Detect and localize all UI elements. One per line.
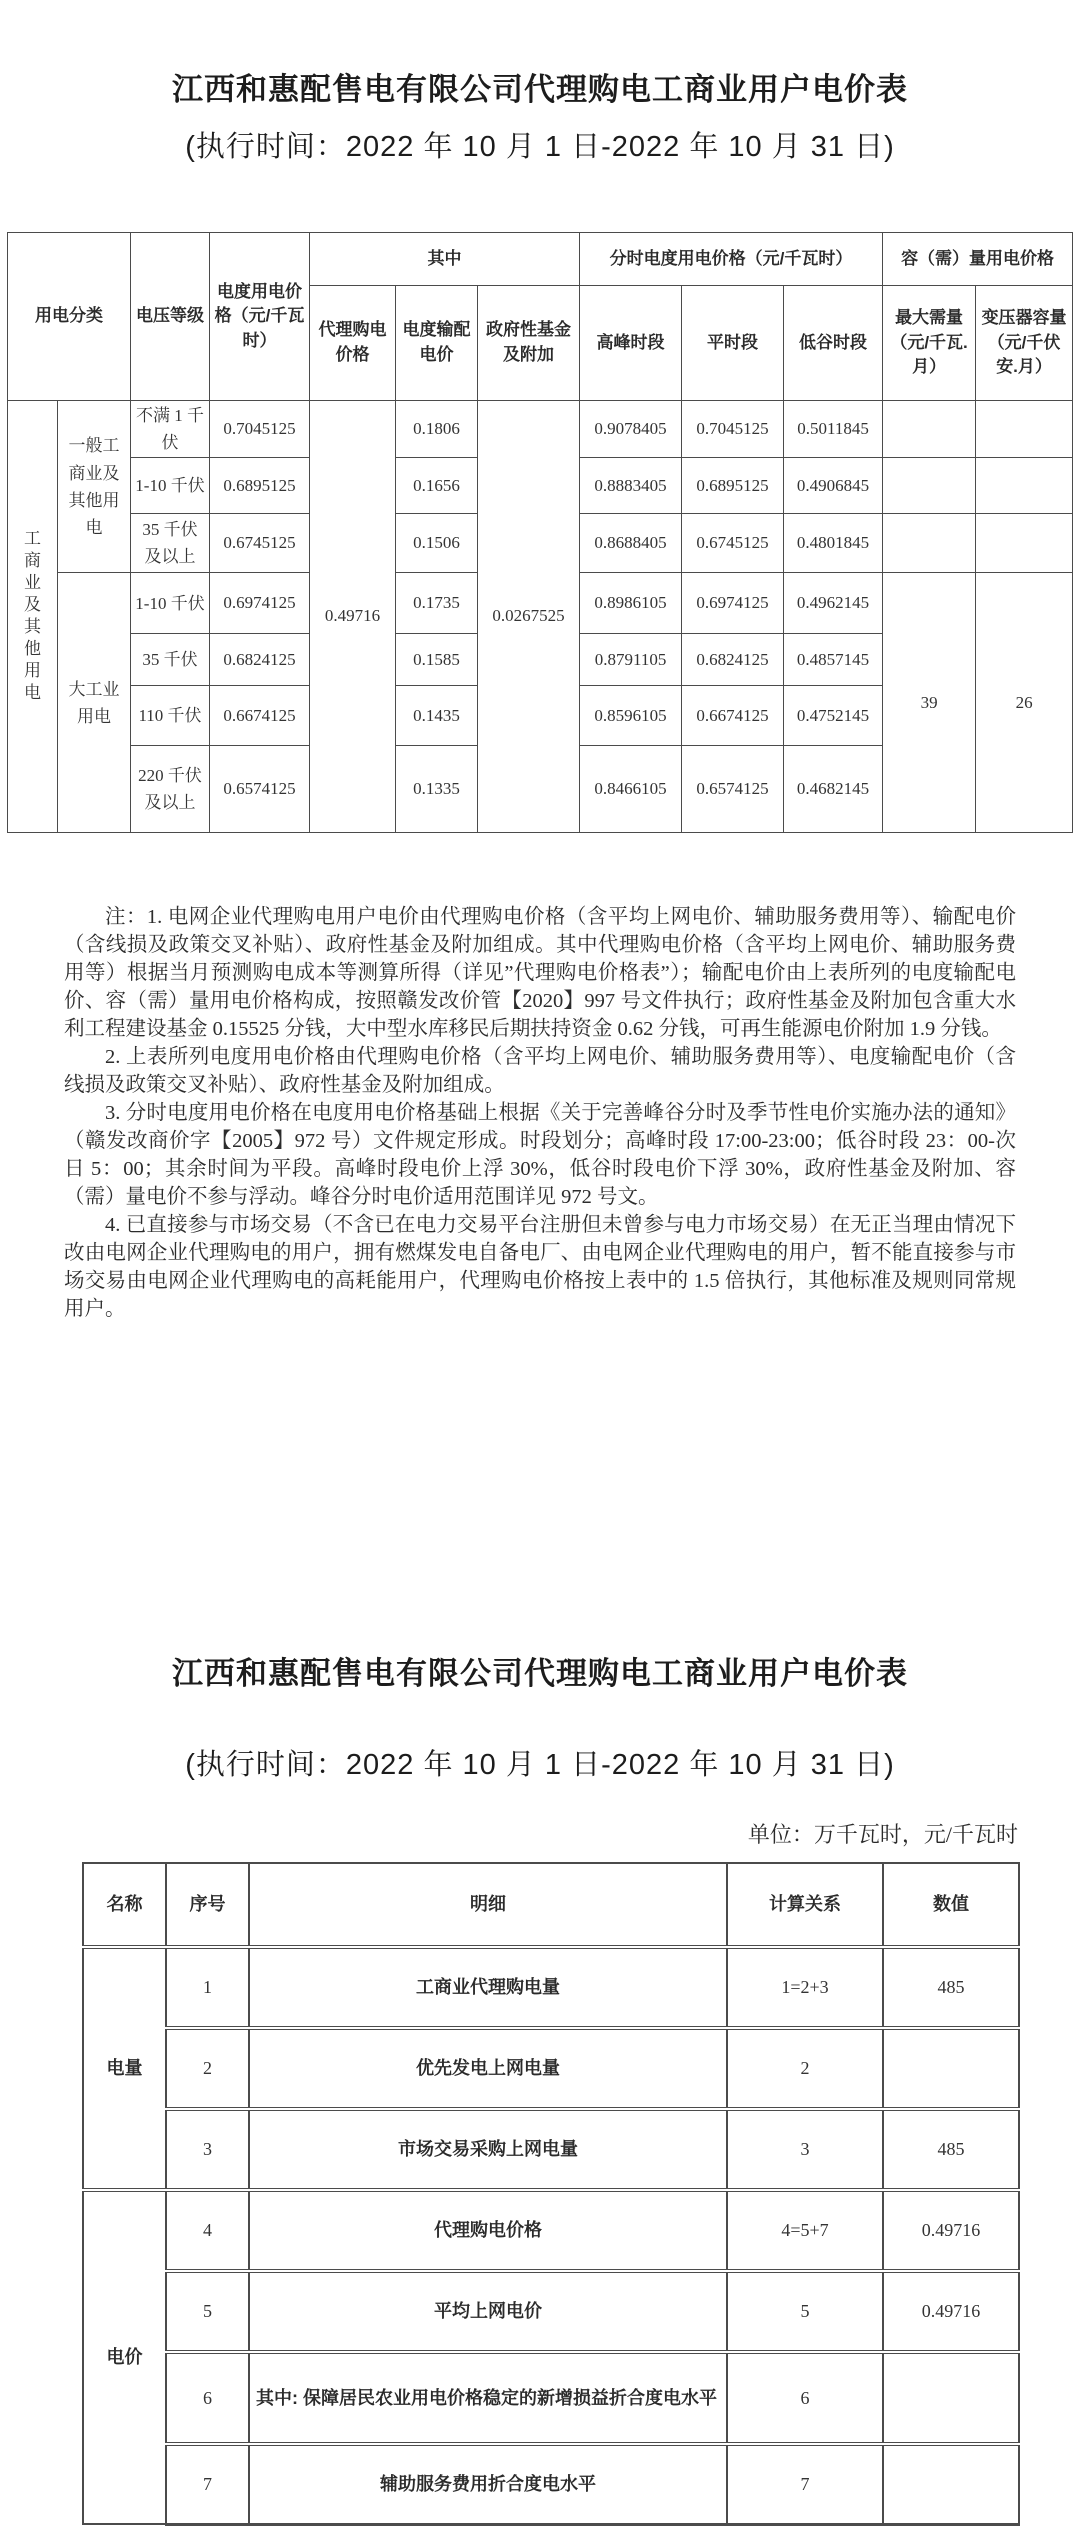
seq-cell: 5 — [166, 2271, 249, 2352]
col-header-max-demand: 最大需量（元/千瓦.月） — [883, 286, 976, 401]
energy-price-cell: 0.7045125 — [210, 401, 310, 458]
note-paragraph-2: 2. 上表所列电度用电价格由代理购电价格（含平均上网电价、辅助服务费用等）、电度输配电价（含线损及政策交叉补贴）、政府性基金及附加组成。 — [64, 1046, 1016, 1096]
voltage-cell: 35 千伏 — [131, 634, 210, 686]
seq-cell: 1 — [166, 1947, 249, 2028]
notes-block — [64, 903, 1016, 1323]
flat-price-cell: 0.6974125 — [682, 573, 784, 634]
category-vertical-label: 工商业及其他用电 — [24, 528, 41, 702]
seq-cell: 4 — [166, 2190, 249, 2271]
table-row — [8, 401, 1073, 458]
value-cell: 485 — [883, 2109, 1019, 2190]
detail-cell: 代理购电价格 — [249, 2190, 727, 2271]
detail-cell: 市场交易采购上网电量 — [249, 2109, 727, 2190]
gov-funds-merged-cell: 0.0267525 — [478, 401, 580, 833]
voltage-cell: 220 千伏及以上 — [131, 746, 210, 833]
valley-price-cell: 0.5011845 — [784, 401, 883, 458]
relation-cell: 5 — [727, 2271, 883, 2352]
value-cell — [883, 2352, 1019, 2444]
group-electricity-volume: 电量 — [83, 1947, 166, 2190]
calc-table-title: 江西和惠配售电有限公司代理购电工商业用户电价表 — [172, 1656, 908, 1691]
max-demand-merged-cell: 39 — [883, 573, 976, 833]
col-header-peak: 高峰时段 — [580, 286, 682, 401]
price-table-title: 江西和惠配售电有限公司代理购电工商业用户电价表 — [172, 72, 908, 107]
transmission-price-cell: 0.1435 — [396, 686, 478, 746]
valley-price-cell: 0.4857145 — [784, 634, 883, 686]
energy-price-cell: 0.6745125 — [210, 514, 310, 573]
transformer-empty-cell — [976, 514, 1073, 573]
unit-note: 单位：万千瓦时，元/千瓦时 — [747, 1822, 1018, 1847]
transmission-price-cell: 0.1585 — [396, 634, 478, 686]
transmission-price-cell: 0.1806 — [396, 401, 478, 458]
value-cell — [883, 2444, 1019, 2524]
relation-cell: 7 — [727, 2444, 883, 2524]
relation-cell: 3 — [727, 2109, 883, 2190]
value-cell: 485 — [883, 1947, 1019, 2028]
seq-cell: 6 — [166, 2352, 249, 2444]
transformer-empty-cell — [976, 401, 1073, 458]
voltage-cell: 110 千伏 — [131, 686, 210, 746]
valley-price-cell: 0.4682145 — [784, 746, 883, 833]
calc-row — [83, 2352, 1019, 2444]
col-header-transformer: 变压器容量（元/千伏安.月） — [976, 286, 1073, 401]
energy-price-cell: 0.6974125 — [210, 573, 310, 634]
col-header-gov-funds: 政府性基金及附加 — [478, 286, 580, 401]
value-cell: 0.49716 — [883, 2271, 1019, 2352]
transmission-price-cell: 0.1735 — [396, 573, 478, 634]
note-paragraph-3: 3. 分时电度用电价格在电度用电价格基础上根据《关于完善峰谷分时及季节性电价实施办法的通知》（赣发改商价字【2005】972 号）文件规定形成。时段划分；高峰时段 17:00-23:00；低谷时段 23：00-次日 5：00；其余时间为平段。高峰时段电价上浮 30%，低谷时段电价下浮 30%，政府性基金及附加、容（需）量电价不参与浮动。峰谷分时电价适用范围详见 972 号文。 — [64, 1102, 1016, 1208]
agency-price-merged-cell: 0.49716 — [310, 401, 396, 833]
relation-cell: 6 — [727, 2352, 883, 2444]
calc-row — [83, 2109, 1019, 2190]
peak-price-cell: 0.8596105 — [580, 686, 682, 746]
detail-cell: 工商业代理购电量 — [249, 1947, 727, 2028]
peak-price-cell: 0.8466105 — [580, 746, 682, 833]
calc-row — [83, 2444, 1019, 2524]
transmission-price-cell: 0.1335 — [396, 746, 478, 833]
calc-table-period: (执行时间：2022 年 10 月 1 日-2022 年 10 月 31 日) — [185, 1749, 895, 1781]
energy-price-cell: 0.6674125 — [210, 686, 310, 746]
flat-price-cell: 0.6674125 — [682, 686, 784, 746]
flat-price-cell: 0.6895125 — [682, 458, 784, 514]
seq-cell: 3 — [166, 2109, 249, 2190]
valley-price-cell: 0.4962145 — [784, 573, 883, 634]
flat-price-cell: 0.6824125 — [682, 634, 784, 686]
col-header-relation: 计算关系 — [727, 1863, 883, 1947]
valley-price-cell: 0.4906845 — [784, 458, 883, 514]
relation-cell: 4=5+7 — [727, 2190, 883, 2271]
seq-cell: 2 — [166, 2028, 249, 2109]
flat-price-cell: 0.6745125 — [682, 514, 784, 573]
energy-price-cell: 0.6895125 — [210, 458, 310, 514]
detail-cell: 平均上网电价 — [249, 2271, 727, 2352]
valley-price-cell: 0.4801845 — [784, 514, 883, 573]
value-cell: 0.49716 — [883, 2190, 1019, 2271]
energy-price-cell: 0.6824125 — [210, 634, 310, 686]
detail-cell: 优先发电上网电量 — [249, 2028, 727, 2109]
transformer-empty-cell — [976, 458, 1073, 514]
calc-row — [83, 2028, 1019, 2109]
flat-price-cell: 0.6574125 — [682, 746, 784, 833]
note-paragraph-4: 4. 已直接参与市场交易（不含已在电力交易平台注册但未曾参与电力市场交易）在无正当理由情况下改由电网企业代理购电的用户，拥有燃煤发电自备电厂、由电网企业代理购电的用户，暂不能直接参与市场交易由电网企业代理购电的高耗能用户，代理购电价格按上表中的 1.5 倍执行，其他标准及规则同常规用户。 — [64, 1214, 1016, 1320]
detail-cell: 辅助服务费用折合度电水平 — [249, 2444, 727, 2524]
transmission-price-cell: 0.1656 — [396, 458, 478, 514]
seq-cell: 7 — [166, 2444, 249, 2524]
col-header-value: 数值 — [883, 1863, 1019, 1947]
flat-price-cell: 0.7045125 — [682, 401, 784, 458]
peak-price-cell: 0.8791105 — [580, 634, 682, 686]
price-table — [7, 232, 1073, 833]
header-row-1 — [8, 233, 1073, 286]
col-header-flat: 平时段 — [682, 286, 784, 401]
col-header-valley: 低谷时段 — [784, 286, 883, 401]
col-header-capacity-price: 容（需）量用电价格 — [883, 233, 1073, 286]
calc-table-container — [82, 1862, 1020, 2526]
col-header-name: 名称 — [83, 1863, 166, 1947]
col-header-among-which: 其中 — [310, 233, 580, 286]
peak-price-cell: 0.8986105 — [580, 573, 682, 634]
voltage-cell: 不满 1 千伏 — [131, 401, 210, 458]
col-header-agency-price: 代理购电价格 — [310, 286, 396, 401]
relation-cell: 2 — [727, 2028, 883, 2109]
calc-row — [83, 1947, 1019, 2028]
category-cell — [8, 401, 58, 833]
valley-price-cell: 0.4752145 — [784, 686, 883, 746]
energy-price-cell: 0.6574125 — [210, 746, 310, 833]
col-header-seq: 序号 — [166, 1863, 249, 1947]
transmission-price-cell: 0.1506 — [396, 514, 478, 573]
voltage-cell: 35 千伏及以上 — [131, 514, 210, 573]
detail-cell: 其中: 保障居民农业用电价格稳定的新增损益折合度电水平 — [249, 2352, 727, 2444]
calc-row — [83, 2190, 1019, 2271]
col-header-energy-price: 电度用电价格（元/千瓦时） — [210, 233, 310, 401]
col-header-tou-price: 分时电度用电价格（元/千瓦时） — [580, 233, 883, 286]
group-general-commercial: 一般工商业及其他用电 — [58, 401, 131, 573]
price-table-container — [7, 232, 1073, 833]
peak-price-cell: 0.9078405 — [580, 401, 682, 458]
calc-row — [83, 2271, 1019, 2352]
value-cell — [883, 2028, 1019, 2109]
max-demand-empty-cell — [883, 401, 976, 458]
max-demand-empty-cell — [883, 514, 976, 573]
max-demand-empty-cell — [883, 458, 976, 514]
calc-table — [82, 1862, 1020, 2526]
voltage-cell: 1-10 千伏 — [131, 573, 210, 634]
peak-price-cell: 0.8883405 — [580, 458, 682, 514]
col-header-detail: 明细 — [249, 1863, 727, 1947]
note-paragraph-1: 注：1. 电网企业代理购电用户电价由代理购电价格（含平均上网电价、辅助服务费用等）、输配电价（含线损及政策交叉补贴）、政府性基金及附加组成。其中代理购电价格（含平均上网电价、辅助服务费用等）根据当月预测购电成本等测算所得（详见”代理购电价格表”）；输配电价由上表所列的电度输配电价、容（需）量用电价格构成，按照赣发改价管【2020】997 号文件执行；政府性基金及附加包含重大水利工程建设基金 0.15525 分钱，大中型水库移民后期扶持资金 0.62 分钱，可再生能源电价附加 1.9 分钱。 — [64, 906, 1016, 1040]
col-header-voltage-level: 电压等级 — [131, 233, 210, 401]
col-header-transmission-price: 电度输配电价 — [396, 286, 478, 401]
calc-header-row — [83, 1863, 1019, 1947]
transformer-merged-cell: 26 — [976, 573, 1073, 833]
relation-cell: 1=2+3 — [727, 1947, 883, 2028]
voltage-cell: 1-10 千伏 — [131, 458, 210, 514]
price-table-period: (执行时间：2022 年 10 月 1 日-2022 年 10 月 31 日) — [185, 131, 895, 163]
group-large-industry: 大工业用电 — [58, 573, 131, 833]
peak-price-cell: 0.8688405 — [580, 514, 682, 573]
col-header-classification: 用电分类 — [8, 233, 131, 401]
group-electricity-price: 电价 — [83, 2190, 166, 2524]
